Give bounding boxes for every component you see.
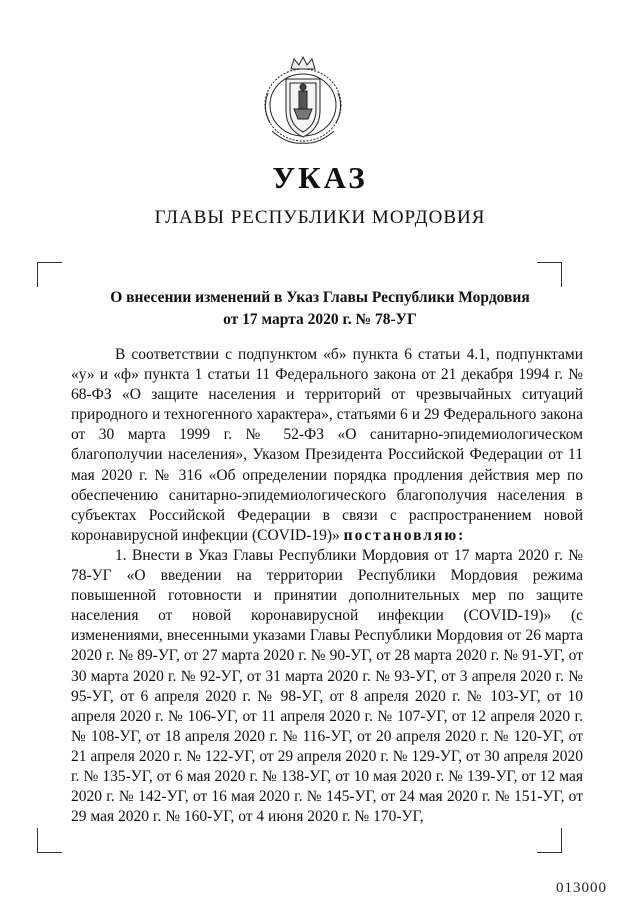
preamble-text: В соответствии с подпунктом «б» пункта 6 статьи 4.1, подпунктами «у» и «ф» пункта 1 статьи 11 Федерального закона от 21 декабря 1994 г. № 68-ФЗ «О защите населения и территорий от чрезвычайных ситуаций природного и техногенного характера», статьями 6 и 29 Федерального закона от 30 марта 1999 г. № 52-ФЗ «О санитарно-эпидемиологическом благополучии населения», Указом Президента Российской Федерации от 11 мая 2020 г. № 316 «Об определении порядка продления действия мер по обеспечению санитарно-эпидемиологического благополучия населения в субъектах Российской Федерации в связи с распространением новой коронавирусной инфекции (COVID-19)»: [71, 346, 583, 544]
preamble-paragraph: [71, 345, 583, 546]
item-1-paragraph: 1. Внести в Указ Главы Республики Мордовия от 17 марта 2020 г. № 78-УГ «О введении на территории Республики Мордовия режима повышенной готовности и принятии дополнительных мер по защите населения от новой коронавирусной инфекции (COVID-19)» (с изменениями, внесенными указами Главы Республики Мордовия от 26 марта 2020 г. № 89-УГ, от 27 марта 2020 г. № 90-УГ, от 28 марта 2020 г. № 91-УГ, от 30 марта 2020 г. № 92-УГ, от 31 марта 2020 г. № 93-УГ, от 3 апреля 2020 г. № 95-УГ, от 6 апреля 2020 г. № 98-УГ, от 8 апреля 2020 г. № 103-УГ, от 10 апреля 2020 г. № 106-УГ, от 11 апреля 2020 г. № 107-УГ, от 12 апреля 2020 г. № 108-УГ, от 18 апреля 2020 г. № 116-УГ, от 20 апреля 2020 г. № 120-УГ, от 21 апреля 2020 г. № 122-УГ, от 29 апреля 2020 г. № 129-УГ, от 30 апреля 2020 г. № 135-УГ, от 6 мая 2020 г. № 138-УГ, от 10 мая 2020 г. № 139-УГ, от 12 мая 2020 г. № 142-УГ, от 16 мая 2020 г. № 145-УГ, от 24 мая 2020 г. № 151-УГ, от 29 мая 2020 г. № 160-УГ, от 4 июня 2020 г. № 170-УГ,: [71, 546, 583, 826]
corner-mark-bottom-left: [37, 828, 62, 853]
heading-line-1: О внесении изменений в Указ Главы Республики Мордовия: [110, 289, 530, 306]
corner-mark-top-left: [37, 262, 62, 287]
corner-mark-bottom-right: [537, 828, 562, 853]
corner-mark-top-right: [537, 262, 562, 287]
decree-action-word: постановляю:: [343, 526, 466, 544]
page-serial-number: 013000: [556, 880, 607, 896]
document-subtitle: ГЛАВЫ РЕСПУБЛИКИ МОРДОВИЯ: [154, 207, 486, 228]
document-title: УКАЗ: [272, 160, 368, 195]
decree-heading: [70, 287, 570, 331]
decree-body: [71, 345, 583, 827]
heading-line-2: от 17 марта 2020 г. № 78-УГ: [223, 311, 417, 328]
coat-of-arms-emblem: [258, 53, 348, 149]
